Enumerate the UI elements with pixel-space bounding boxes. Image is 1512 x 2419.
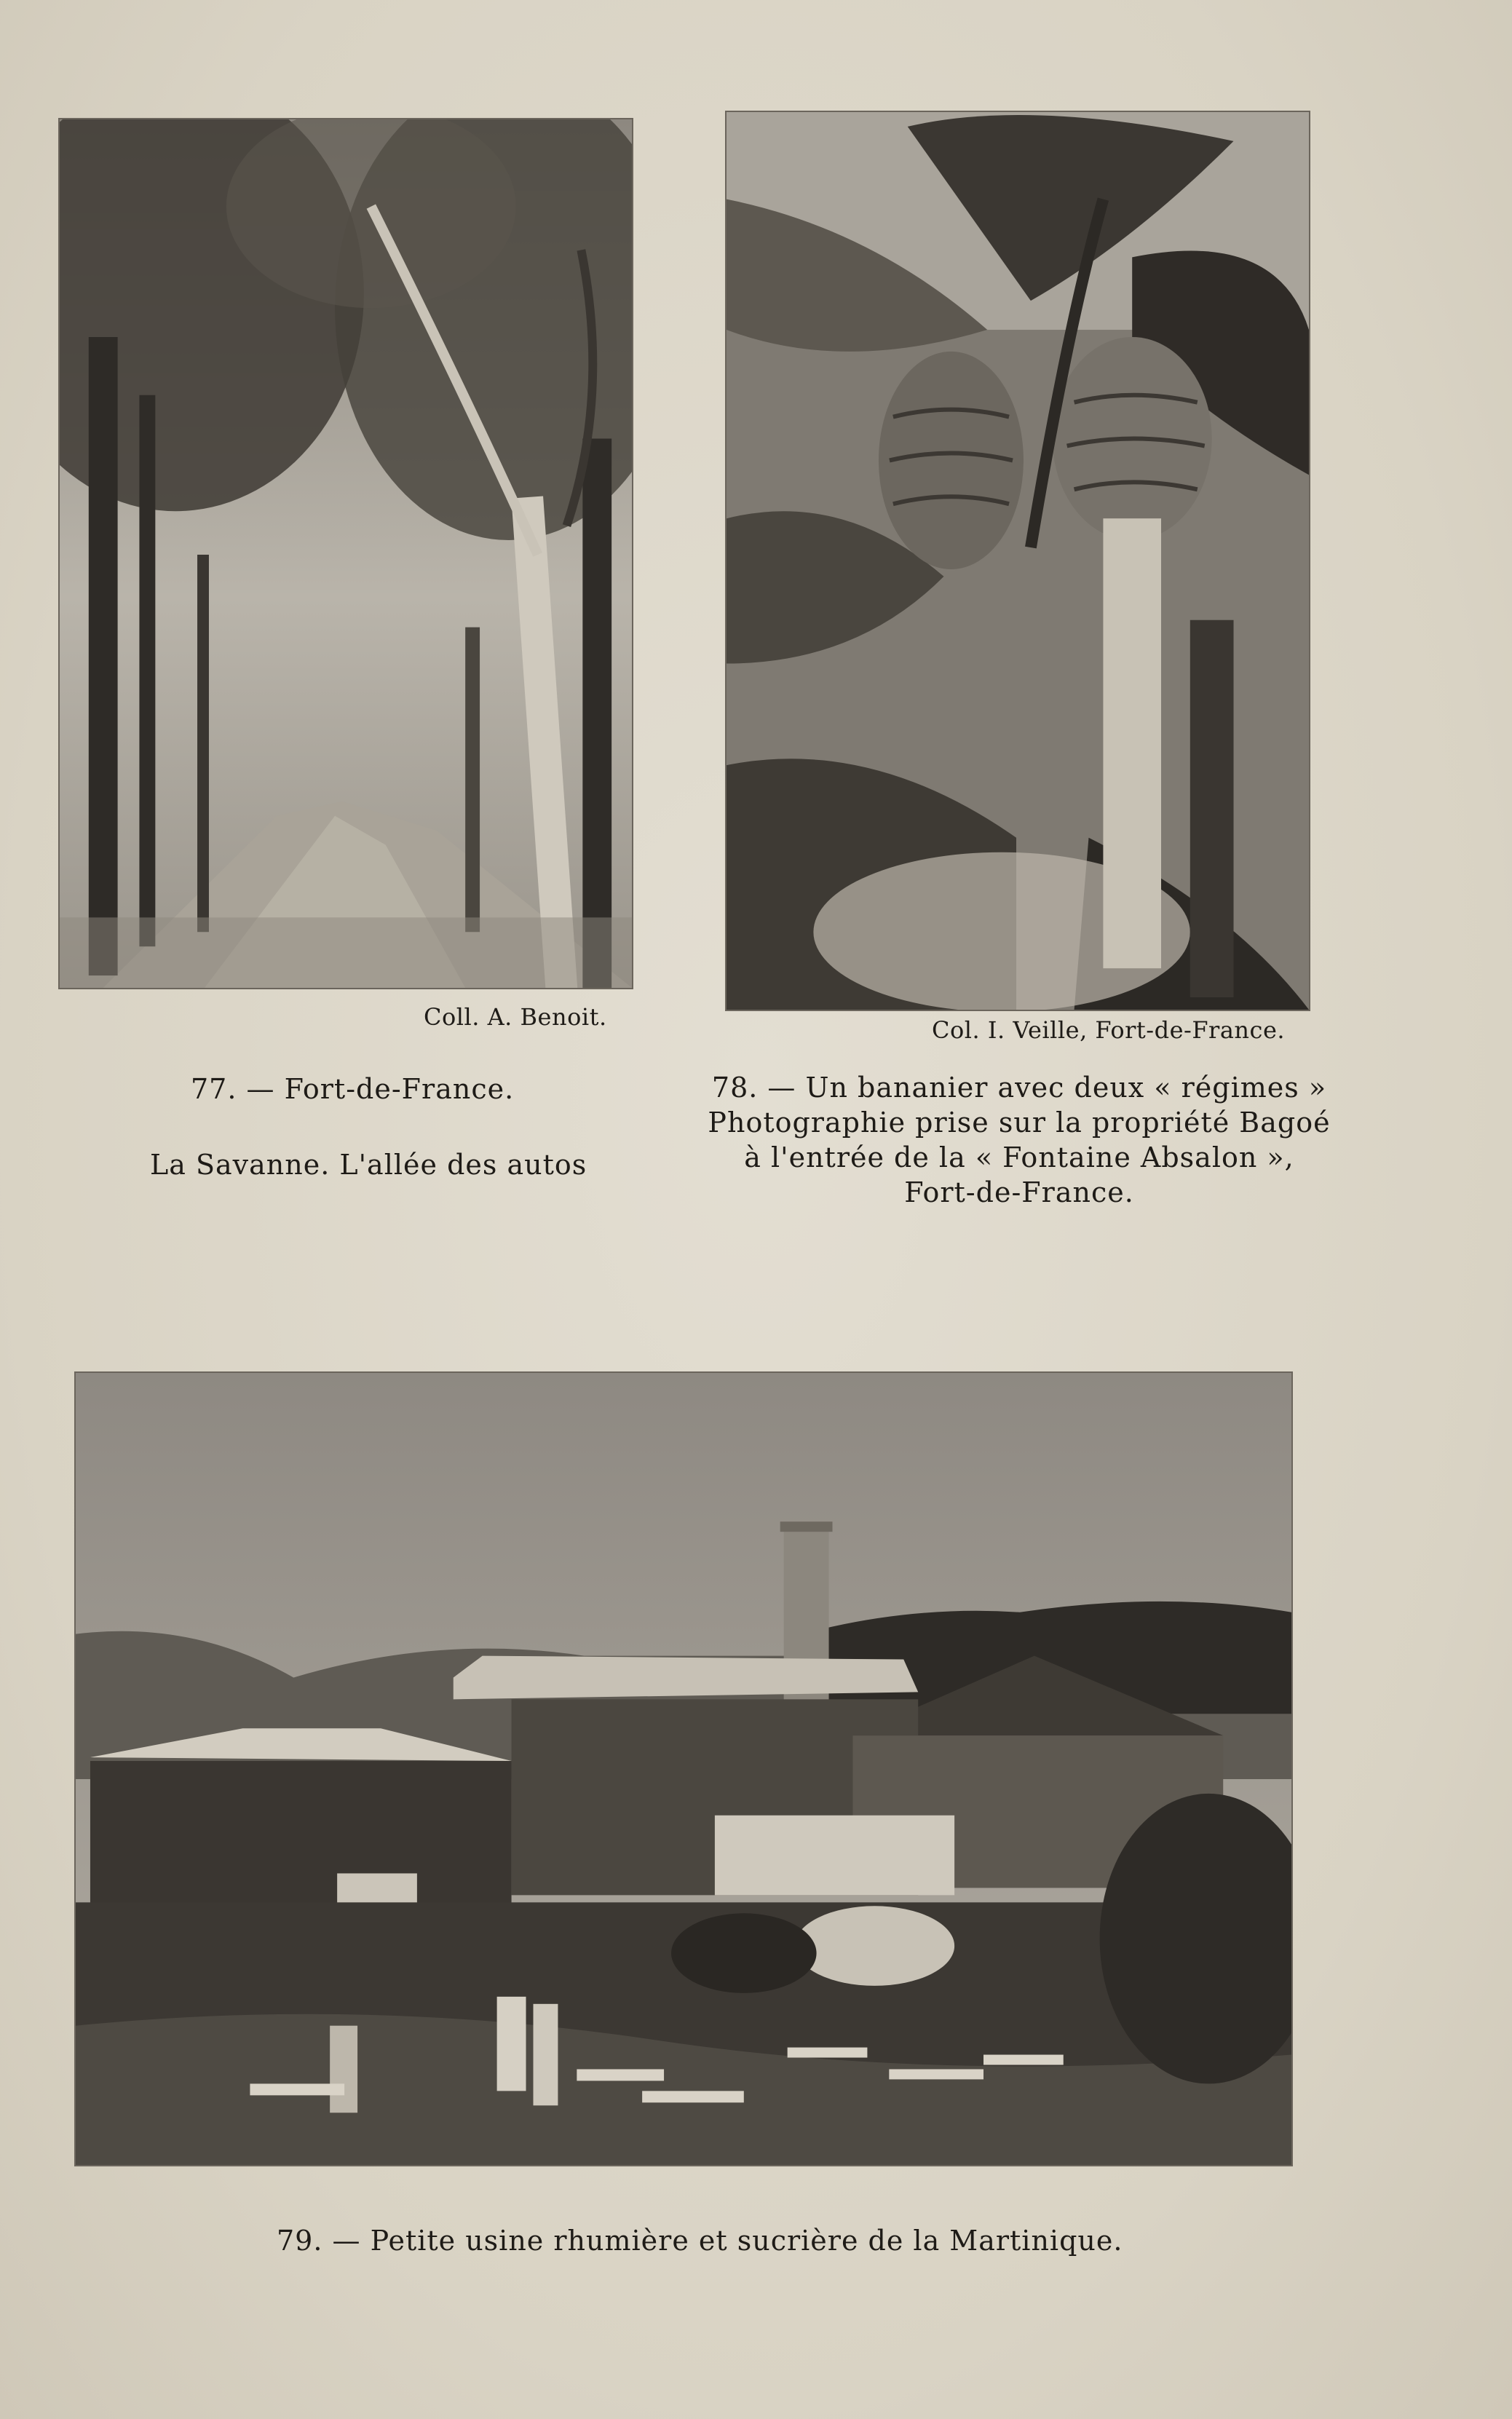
caption-79: 79. — Petite usine rhumière et sucrière de la Martinique.	[277, 2225, 1123, 2257]
caption-77-title: 77. — Fort-de-France.	[191, 1073, 515, 1105]
photo-savanne-avenue	[58, 118, 633, 989]
caption-78-line-4: Fort-de-France.	[904, 1176, 1134, 1208]
caption-78-line-2: Photographie prise sur la propriété Bagoé	[708, 1106, 1331, 1139]
caption-78-line-3: à l'entrée de la « Fontaine Absalon »,	[744, 1141, 1294, 1173]
photo-rum-factory	[74, 1371, 1293, 2166]
caption-78-line-1: 78. — Un bananier avec deux « régimes »	[711, 1072, 1327, 1104]
photo-banana-tree	[725, 111, 1310, 1011]
photo-credit-benoit: Coll. A. Benoit.	[424, 1003, 607, 1031]
photo-credit-veille: Col. I. Veille, Fort-de-France.	[932, 1016, 1286, 1044]
caption-77-subtitle: La Savanne. L'allée des autos	[150, 1149, 587, 1181]
caption-78	[699, 1070, 1339, 1210]
